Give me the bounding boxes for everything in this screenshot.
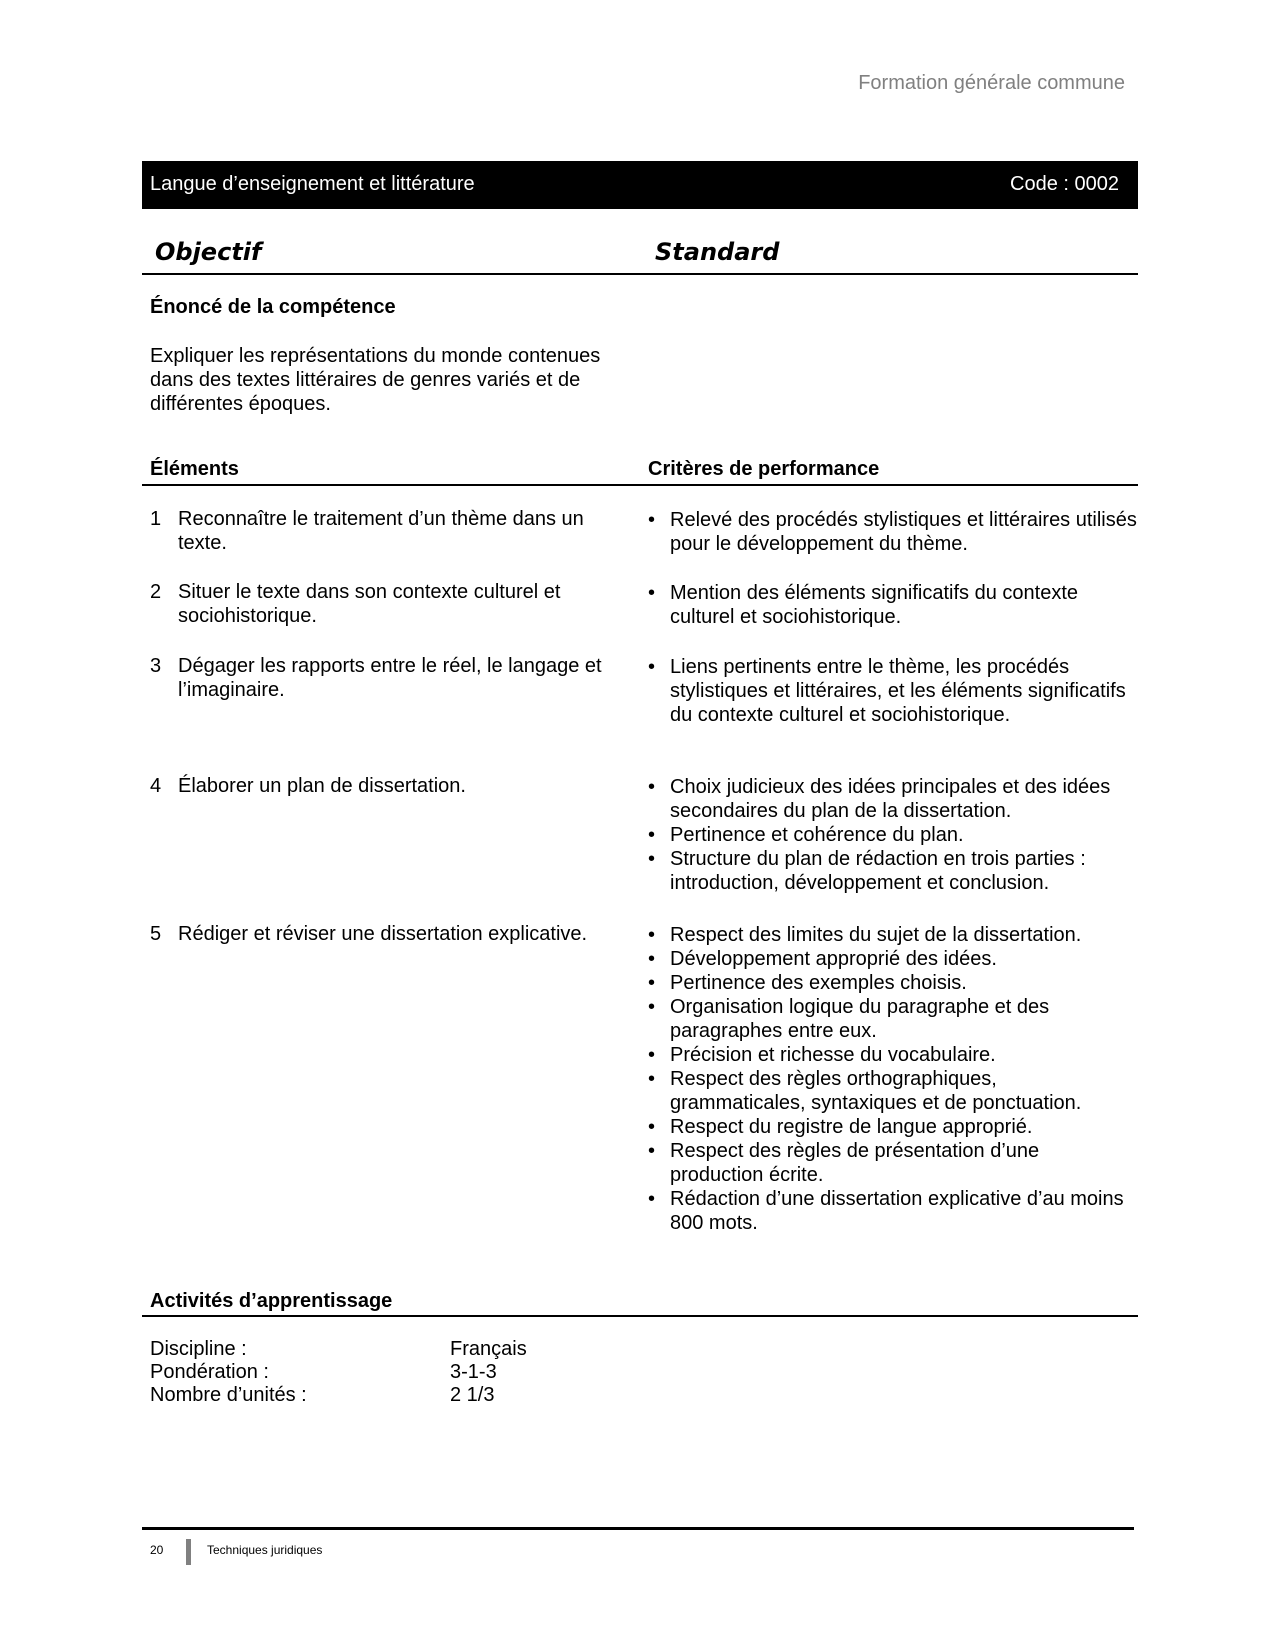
criterion-text: Développement approprié des idées.	[670, 948, 997, 970]
bullet-icon: •	[648, 509, 656, 531]
criterion-text: Respect des limites du sujet de la dissertation.	[670, 924, 1082, 946]
criterion-text: Respect des règles de présentation d’une production écrite.	[670, 1140, 1040, 1186]
element-number: 2	[150, 581, 162, 603]
info-value: 3-1-3	[450, 1361, 497, 1383]
criterion-item	[648, 1043, 1138, 1067]
footer-separator	[186, 1539, 191, 1565]
criteria-header: Critères de performance	[648, 458, 880, 480]
info-label: Pondération :	[150, 1361, 269, 1383]
element-text: Dégager les rapports entre le réel, le langage et l’imaginaire.	[178, 655, 602, 701]
divider	[142, 484, 1138, 486]
criterion-text: Rédaction d’une dissertation explicative d’au moins 800 mots.	[670, 1188, 1124, 1234]
info-label: Discipline :	[150, 1338, 247, 1360]
element-number: 5	[150, 923, 162, 945]
bullet-icon: •	[648, 776, 656, 798]
competency-line: Expliquer les représentations du monde contenues	[150, 345, 601, 367]
course-title-bar	[142, 161, 1138, 209]
criterion-text: Liens pertinents entre le thème, les procédés stylistiques et littéraires, et les éléments significatifs du contexte culturel et sociohistorique.	[670, 656, 1126, 726]
element-text: Élaborer un plan de dissertation.	[178, 775, 466, 797]
bullet-icon: •	[648, 1188, 656, 1210]
criterion-item	[648, 775, 1138, 823]
criterion-item	[648, 923, 1138, 947]
footer-divider	[142, 1527, 1134, 1530]
elements-header: Éléments	[150, 458, 239, 480]
bullet-icon: •	[648, 972, 656, 994]
criterion-text: Pertinence des exemples choisis.	[670, 972, 967, 994]
criteria-list	[648, 508, 1138, 556]
competency-line: différentes époques.	[150, 393, 331, 415]
info-label: Nombre d’unités :	[150, 1384, 307, 1406]
bullet-icon: •	[648, 996, 656, 1018]
element-text: Situer le texte dans son contexte culturel et sociohistorique.	[178, 581, 561, 627]
element-item	[150, 507, 630, 555]
criterion-item	[648, 508, 1138, 556]
info-value: Français	[450, 1338, 527, 1360]
bullet-icon: •	[648, 1140, 656, 1162]
criterion-item	[648, 971, 1138, 995]
element-item	[150, 580, 630, 628]
competency-statement	[150, 344, 670, 416]
element-text: Rédiger et réviser une dissertation explicative.	[178, 923, 588, 945]
criterion-text: Organisation logique du paragraphe et des paragraphes entre eux.	[670, 996, 1050, 1042]
objectif-heading: Objectif	[155, 238, 262, 266]
bullet-icon: •	[648, 824, 656, 846]
bullet-icon: •	[648, 848, 656, 870]
element-item	[150, 774, 630, 798]
info-value: 2 1/3	[450, 1384, 495, 1406]
criteria-list	[648, 655, 1138, 727]
criterion-item	[648, 847, 1138, 895]
bullet-icon: •	[648, 1116, 656, 1138]
course-title: Langue d’enseignement et littérature	[150, 173, 475, 195]
criteria-list	[648, 923, 1138, 1235]
bullet-icon: •	[648, 948, 656, 970]
criterion-text: Précision et richesse du vocabulaire.	[670, 1044, 996, 1066]
element-item	[150, 922, 630, 946]
bullet-icon: •	[648, 1068, 656, 1090]
criterion-item	[648, 581, 1138, 629]
element-number: 4	[150, 775, 162, 797]
footer-doc-title: Techniques juridiques	[207, 1543, 323, 1557]
criterion-text: Structure du plan de rédaction en trois parties : introduction, développement et conclusion.	[670, 848, 1086, 894]
bullet-icon: •	[648, 582, 656, 604]
element-number: 1	[150, 508, 162, 530]
element-number: 3	[150, 655, 162, 677]
criterion-text: Relevé des procédés stylistiques et littéraires utilisés pour le développement du thème.	[670, 509, 1137, 555]
bullet-icon: •	[648, 1044, 656, 1066]
criterion-item	[648, 995, 1138, 1043]
bullet-icon: •	[648, 924, 656, 946]
divider	[142, 273, 1138, 275]
criterion-item	[648, 823, 1138, 847]
page-number: 20	[150, 1543, 164, 1557]
criterion-item	[648, 947, 1138, 971]
criterion-item	[648, 1115, 1138, 1139]
criterion-text: Mention des éléments significatifs du contexte culturel et sociohistorique.	[670, 582, 1078, 628]
bullet-icon: •	[648, 656, 656, 678]
standard-heading: Standard	[655, 238, 780, 266]
activities-heading: Activités d’apprentissage	[150, 1290, 393, 1312]
criterion-text: Pertinence et cohérence du plan.	[670, 824, 964, 846]
criterion-item	[648, 1067, 1138, 1115]
divider	[142, 1315, 1138, 1317]
running-header: Formation générale commune	[858, 72, 1125, 94]
criterion-item	[648, 655, 1138, 727]
criterion-text: Choix judicieux des idées principales et des idées secondaires du plan de la dissertation.	[670, 776, 1111, 822]
criterion-item	[648, 1187, 1138, 1235]
element-item	[150, 654, 630, 702]
criteria-list	[648, 581, 1138, 629]
competency-heading: Énoncé de la compétence	[150, 296, 396, 318]
course-code: Code : 0002	[1010, 173, 1119, 195]
element-text: Reconnaître le traitement d’un thème dans un texte.	[178, 508, 584, 554]
criterion-item	[648, 1139, 1138, 1187]
criterion-text: Respect des règles orthographiques, grammaticales, syntaxiques et de ponctuation.	[670, 1068, 1082, 1114]
competency-line: dans des textes littéraires de genres variés et de	[150, 369, 581, 391]
criterion-text: Respect du registre de langue approprié.	[670, 1116, 1033, 1138]
criteria-list	[648, 775, 1138, 895]
